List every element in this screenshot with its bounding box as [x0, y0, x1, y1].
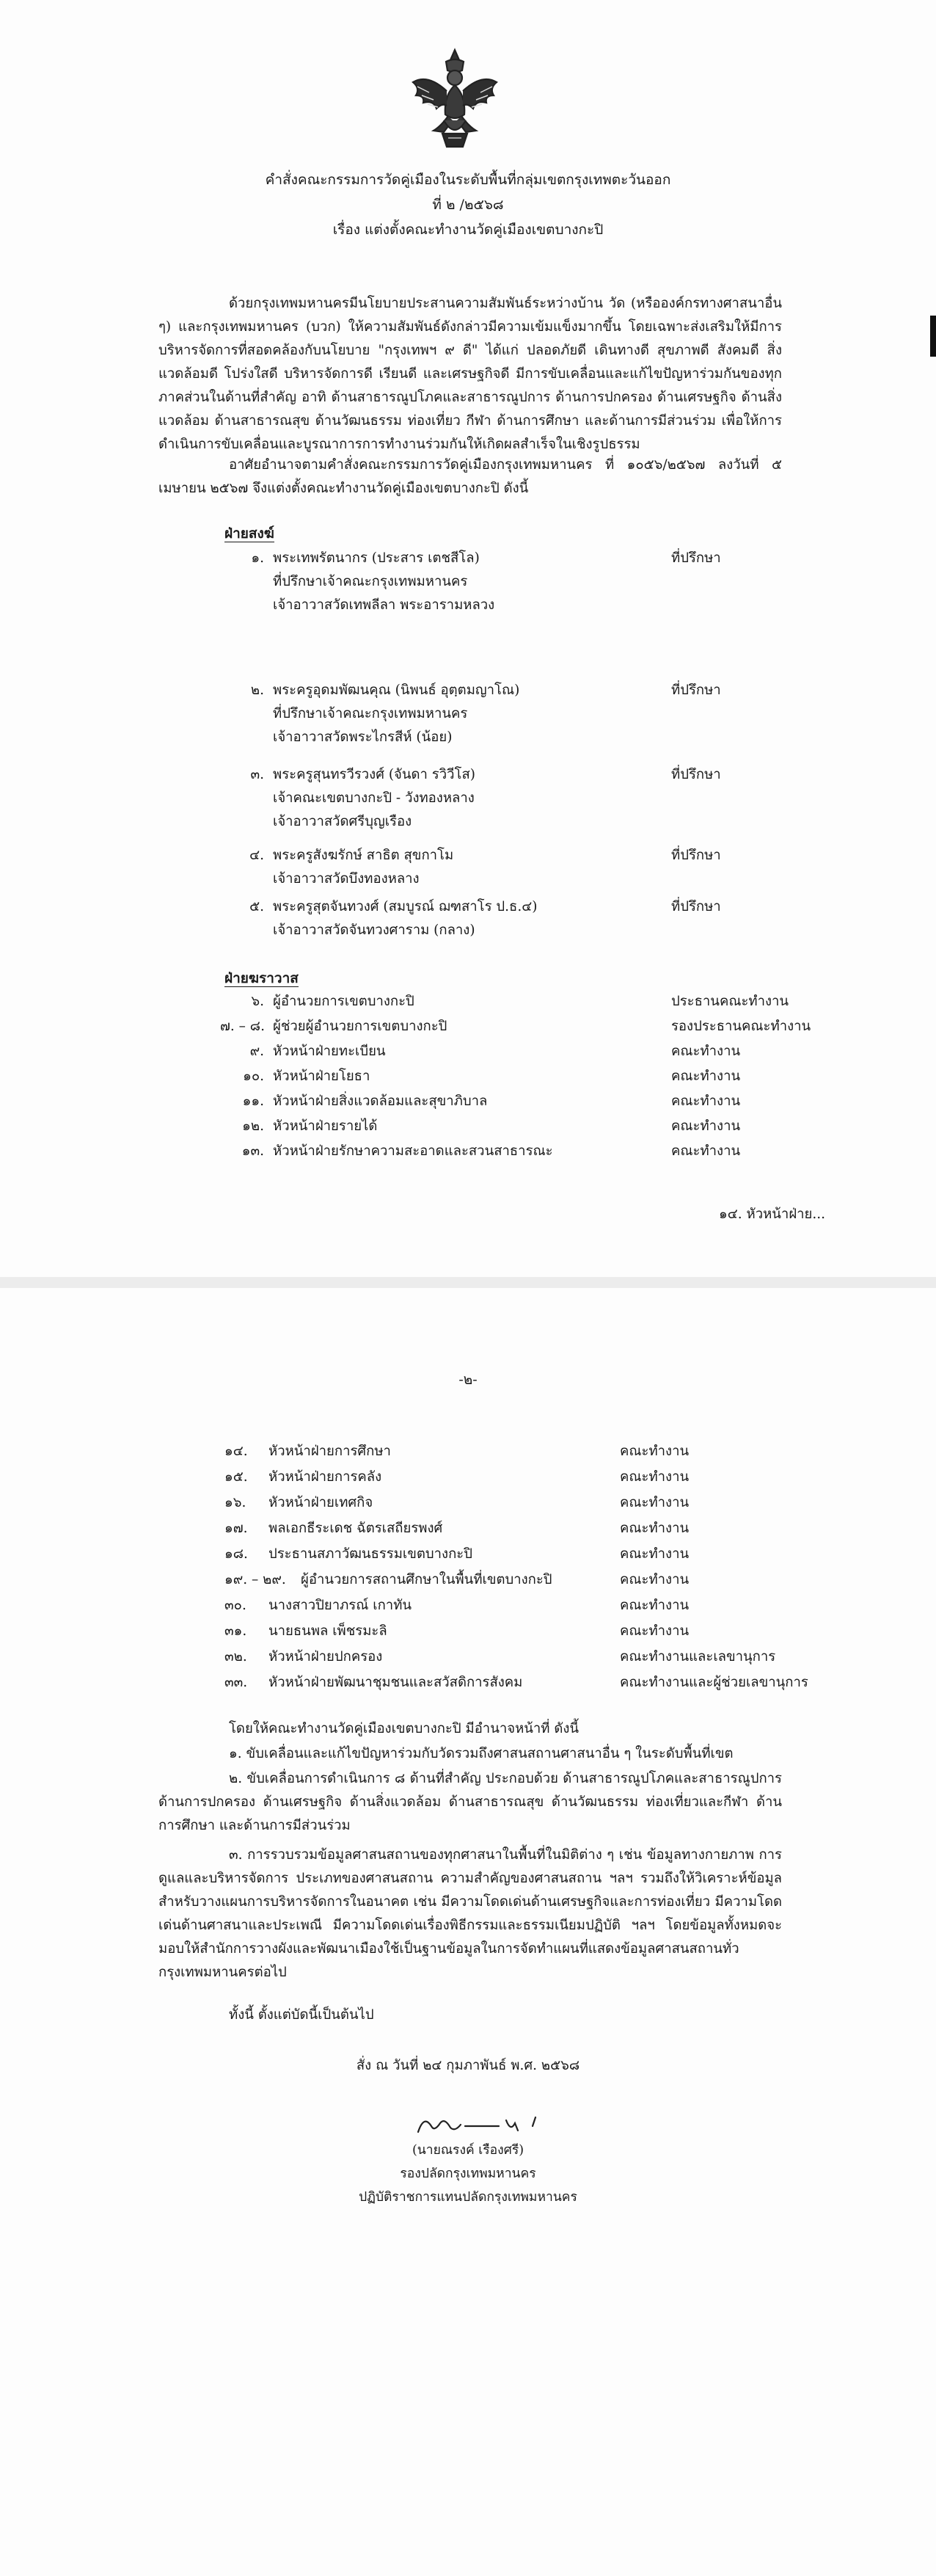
row-role: คณะทำงาน: [620, 1572, 690, 1587]
handwritten-signature: [389, 2110, 609, 2139]
row-name: ผู้ช่วยผู้อำนวยการเขตบางกะปิ: [273, 1019, 447, 1034]
row-number: ๑๘.: [224, 1546, 248, 1562]
lay-member-row: [0, 1543, 936, 1565]
lay-member-row: [0, 1595, 936, 1617]
member-position: เจ้าอาวาสวัดเทพลีลา พระอารามหลวง: [273, 597, 495, 613]
member-position: ที่ปรึกษาเจ้าคณะกรุงเทพมหานคร: [273, 574, 468, 589]
row-name: หัวหน้าฝ่ายรายได้: [273, 1118, 378, 1134]
lay-section-heading: ฝ่ายฆราวาส: [224, 970, 299, 986]
row-name: หัวหน้าฝ่ายสิ่งแวดล้อมและสุขาภิบาล: [273, 1094, 488, 1109]
member-name: พระครูสุตจันทวงศ์ (สมบูรณ์ ฌฑสาโร ป.ธ.๔): [273, 899, 538, 914]
member-position: เจ้าอาวาสวัดพระไกรสีห์ (น้อย): [273, 729, 453, 745]
row-role: คณะทำงาน: [620, 1598, 690, 1613]
member-role: ที่ปรึกษา: [671, 767, 721, 782]
row-role: คณะทำงานและเลขานุการ: [620, 1649, 776, 1664]
row-number: ๑๙. – ๒๙.: [224, 1572, 286, 1587]
order-number: ที่ ๒ /๒๕๖๘: [432, 197, 504, 213]
order-date: สั่ง ณ วันที่ ๒๔ กุมภาพันธ์ พ.ศ. ๒๕๖๘: [356, 2058, 580, 2073]
row-role: คณะทำงาน: [620, 1469, 690, 1485]
row-name: หัวหน้าฝ่ายโยธา: [273, 1069, 370, 1084]
member-role: ที่ปรึกษา: [671, 848, 721, 863]
signer-title: รองปลัดกรุงเทพมหานคร: [400, 2166, 536, 2181]
member-number: ๔.: [249, 848, 264, 863]
scan-edge-mark: [930, 316, 936, 357]
row-name: หัวหน้าฝ่ายการศึกษา: [268, 1444, 391, 1459]
row-name: หัวหน้าฝ่ายการคลัง: [268, 1469, 382, 1485]
row-number: ๑๖.: [224, 1495, 246, 1510]
duty-3: ๓. การรวบรวมข้อมูลศาสนสถานของทุกศาสนาในพื้นที่ในมิติต่าง ๆ เช่น ข้อมูลทางกายภาพ การดูแลและบริหารจัดการ ประเภทของศาสนสถาน ความสำคัญของศาสนสถาน ฯลฯ รวมถึงให้วิเคราะห์ข้อมูลสำหรับวางแผนการบริหารจัดการในอนาคต เช่น มีความโดดเด่นด้านเศรษฐกิจและการท่องเที่ยว มีความโดดเด่นด้านศาสนาและประเพณี มีความโดดเด่นเรื่องพิธีกรรมและธรรมเนียมปฏิบัติ ฯลฯ โดยข้อมูลทั้งหมดจะมอบให้สำนักการวางผังและพัฒนาเมืองใช้เป็นฐานข้อมูลในการจัดทำแผนที่แสดงข้อมูลศาสนสถานทั่วกรุงเทพมหานครต่อไป: [158, 1847, 782, 1980]
row-role: คณะทำงาน: [671, 1094, 741, 1109]
member-name: พระครูสังฆรักษ์ สาธิต สุขกาโม: [273, 848, 454, 863]
lay-member-row: [0, 1466, 936, 1488]
row-name: หัวหน้าฝ่ายเทศกิจ: [268, 1495, 373, 1510]
order-subject: เรื่อง แต่งตั้งคณะทำงานวัดคู่เมืองเขตบางกะปิ: [332, 222, 604, 238]
row-role: รองประธานคณะทำงาน: [671, 1019, 811, 1034]
member-position: เจ้าอาวาสวัดบึงทองหลาง: [273, 871, 420, 887]
row-number: ๗. – ๘.: [220, 1019, 265, 1034]
row-number: ๑๑.: [242, 1094, 264, 1109]
signer-acting-title: ปฏิบัติราชการแทนปลัดกรุงเทพมหานคร: [359, 2190, 577, 2205]
row-number: ๑๗.: [224, 1521, 248, 1536]
member-number: ๑.: [251, 550, 264, 566]
row-number: ๑๐.: [243, 1069, 264, 1084]
row-role: คณะทำงาน: [620, 1495, 690, 1510]
member-role: ที่ปรึกษา: [671, 683, 721, 698]
member-role: ที่ปรึกษา: [671, 550, 721, 566]
lay-member-row: [0, 1672, 936, 1694]
row-number: ๑๔.: [224, 1444, 248, 1459]
row-number: ๓๐.: [224, 1598, 246, 1613]
row-role: คณะทำงาน: [620, 1546, 690, 1562]
lay-member-row: [0, 1646, 936, 1668]
row-name: หัวหน้าฝ่ายปกครอง: [268, 1649, 383, 1664]
row-role: คณะทำงาน: [620, 1623, 690, 1639]
row-name: หัวหน้าฝ่ายทะเบียน: [273, 1044, 386, 1059]
member-position: เจ้าคณะเขตบางกะปิ - วังทองหลาง: [273, 790, 475, 806]
row-role: ประธานคณะทำงาน: [671, 994, 789, 1009]
row-number: ๑๒.: [242, 1118, 264, 1134]
row-role: คณะทำงาน: [671, 1143, 741, 1159]
row-number: ๑๕.: [224, 1469, 248, 1485]
member-name: พระเทพรัตนากร (ประสาร เตชสีโล): [273, 550, 480, 566]
lay-member-row: [0, 991, 936, 1013]
member-position: เจ้าอาวาสวัดศรีบุญเรือง: [273, 814, 412, 829]
lay-member-row: [0, 1569, 936, 1591]
intro-paragraph-2: อาศัยอำนาจตามคำสั่งคณะกรรมการวัดคู่เมืองกรุงเทพมหานคร ที่ ๑๐๕๖/๒๕๖๗ ลงวันที่ ๕ เมษายน ๒๕๖๗ จึงแต่งตั้งคณะทำงานวัดคู่เมืองเขตบางกะปิ ดังนี้: [158, 457, 782, 496]
monks-section-heading: ฝ่ายสงฆ์: [224, 525, 274, 542]
lay-member-row: [0, 1016, 936, 1038]
row-name: หัวหน้าฝ่ายรักษาความสะอาดและสวนสาธารณะ: [273, 1143, 553, 1159]
row-name: หัวหน้าฝ่ายพัฒนาชุมชนและสวัสดิการสังคม: [268, 1675, 523, 1690]
member-number: ๒.: [250, 683, 264, 698]
lay-member-row: [0, 1066, 936, 1088]
page-number: -๒-: [458, 1372, 478, 1388]
member-position: ที่ปรึกษาเจ้าคณะกรุงเทพมหานคร: [273, 706, 468, 721]
row-role: คณะทำงาน: [671, 1118, 741, 1134]
effective-statement: ทั้งนี้ ตั้งแต่บัดนี้เป็นต้นไป: [229, 2007, 374, 2023]
document-page-1: [0, 0, 936, 1277]
duty-2: ๒. ขับเคลื่อนการดำเนินการ ๘ ด้านที่สำคัญ ประกอบด้วย ด้านสาธารณูปโภคและสาธารณูปการ ด้านการปกครอง ด้านเศรษฐกิจ ด้านสิ่งแวดล้อม ด้านสาธารณสุข ด้านวัฒนธรรม ท่องเที่ยวและกีฬา ด้านการศึกษา และด้านการมีส่วนร่วม: [158, 1771, 782, 1833]
document-page-2: [0, 1288, 936, 2576]
garuda-emblem-icon: [400, 44, 510, 154]
continuation-note: ๑๔. หัวหน้าฝ่าย...: [719, 1207, 826, 1222]
row-name: ผู้อำนวยการเขตบางกะปิ: [273, 994, 414, 1009]
row-role: คณะทำงาน: [620, 1521, 690, 1536]
row-number: ๓๓.: [224, 1675, 248, 1690]
lay-member-row: [0, 1620, 936, 1642]
signer-name: (นายณรงค์ เรืองศรี): [412, 2143, 524, 2158]
duties-intro: โดยให้คณะทำงานวัดคู่เมืองเขตบางกะปิ มีอำนาจหน้าที่ ดังนี้: [229, 1721, 579, 1736]
row-number: ๙.: [249, 1044, 264, 1059]
order-title: คำสั่งคณะกรรมการวัดคู่เมืองในระดับพื้นที่กลุ่มเขตกรุงเทพตะวันออก: [265, 172, 671, 188]
row-number: ๑๓.: [241, 1143, 264, 1159]
row-name: พลเอกธีระเดช ฉัตรเสถียรพงศ์: [268, 1521, 443, 1536]
row-role: คณะทำงาน: [671, 1044, 741, 1059]
row-role: คณะทำงานและผู้ช่วยเลขานุการ: [620, 1675, 808, 1690]
member-name: พระครูสุนทรวีรวงศ์ (จันดา รวิวีโส): [273, 767, 475, 782]
row-name: นายธนพล เพ็ชรมะลิ: [268, 1623, 387, 1639]
page-separator: [0, 1277, 936, 1288]
lay-member-row: [0, 1492, 936, 1514]
lay-member-row: [0, 1441, 936, 1463]
lay-member-row: [0, 1041, 936, 1063]
lay-member-row: [0, 1518, 936, 1540]
member-position: เจ้าอาวาสวัดจันทวงศาราม (กลาง): [273, 923, 475, 938]
member-number: ๕.: [249, 899, 264, 914]
row-name: ผู้อำนวยการสถานศึกษาในพื้นที่เขตบางกะปิ: [301, 1572, 552, 1587]
member-name: พระครูอุดมพัฒนคุณ (นิพนธ์ อุตฺตมญาโณ): [273, 683, 520, 698]
lay-member-row: [0, 1116, 936, 1138]
member-role: ที่ปรึกษา: [671, 899, 721, 914]
row-number: ๖.: [251, 994, 264, 1009]
row-name: ประธานสภาวัฒนธรรมเขตบางกะปิ: [268, 1546, 472, 1562]
member-number: ๓.: [250, 767, 264, 782]
lay-member-row: [0, 1091, 936, 1113]
row-role: คณะทำงาน: [620, 1444, 690, 1459]
row-number: ๓๑.: [224, 1623, 247, 1639]
row-role: คณะทำงาน: [671, 1069, 741, 1084]
lay-member-row: [0, 1140, 936, 1163]
intro-paragraph-1: ด้วยกรุงเทพมหานครมีนโยบายประสานความสัมพันธ์ระหว่างบ้าน วัด (หรือองค์กรทางศาสนาอื่น ๆ) และกรุงเทพมหานคร (บวก) ให้ความสัมพันธ์ดังกล่าวมีความเข้มแข็งมากขึ้น โดยเฉพาะส่งเสริมให้มีการบริหารจัดการที่สอดคล้องกับนโยบาย "กรุงเทพฯ ๙ ดี" ได้แก่ ปลอดภัยดี เดินทางดี สุขภาพดี สังคมดี สิ่งแวดล้อมดี โปร่งใสดี บริหารจัดการดี เรียนดี และเศรษฐกิจดี มีการขับเคลื่อนและแก้ไขปัญหาร่วมกันของทุกภาคส่วนในด้านที่สำคัญ อาทิ ด้านสาธารณูปโภคและสาธารณูปการ ด้านการปกครอง ด้านเศรษฐกิจ ด้านสิ่งแวดล้อม ด้านสาธารณสุข ด้านวัฒนธรรม ท่องเที่ยว กีฬา ด้านการศึกษา และด้านการมีส่วนร่วม เพื่อให้การดำเนินการขับเคลื่อนและบูรณาการการทำงานร่วมกันให้เกิดผลสำเร็จในเชิงรูปธรรม: [158, 296, 782, 452]
row-number: ๓๒.: [224, 1649, 247, 1664]
row-name: นางสาวปิยาภรณ์ เกาทัน: [268, 1598, 412, 1613]
duty-1: ๑. ขับเคลื่อนและแก้ไขปัญหาร่วมกับวัดรวมถึงศาสนสถานศาสนาอื่น ๆ ในระดับพื้นที่เขต: [229, 1746, 734, 1761]
